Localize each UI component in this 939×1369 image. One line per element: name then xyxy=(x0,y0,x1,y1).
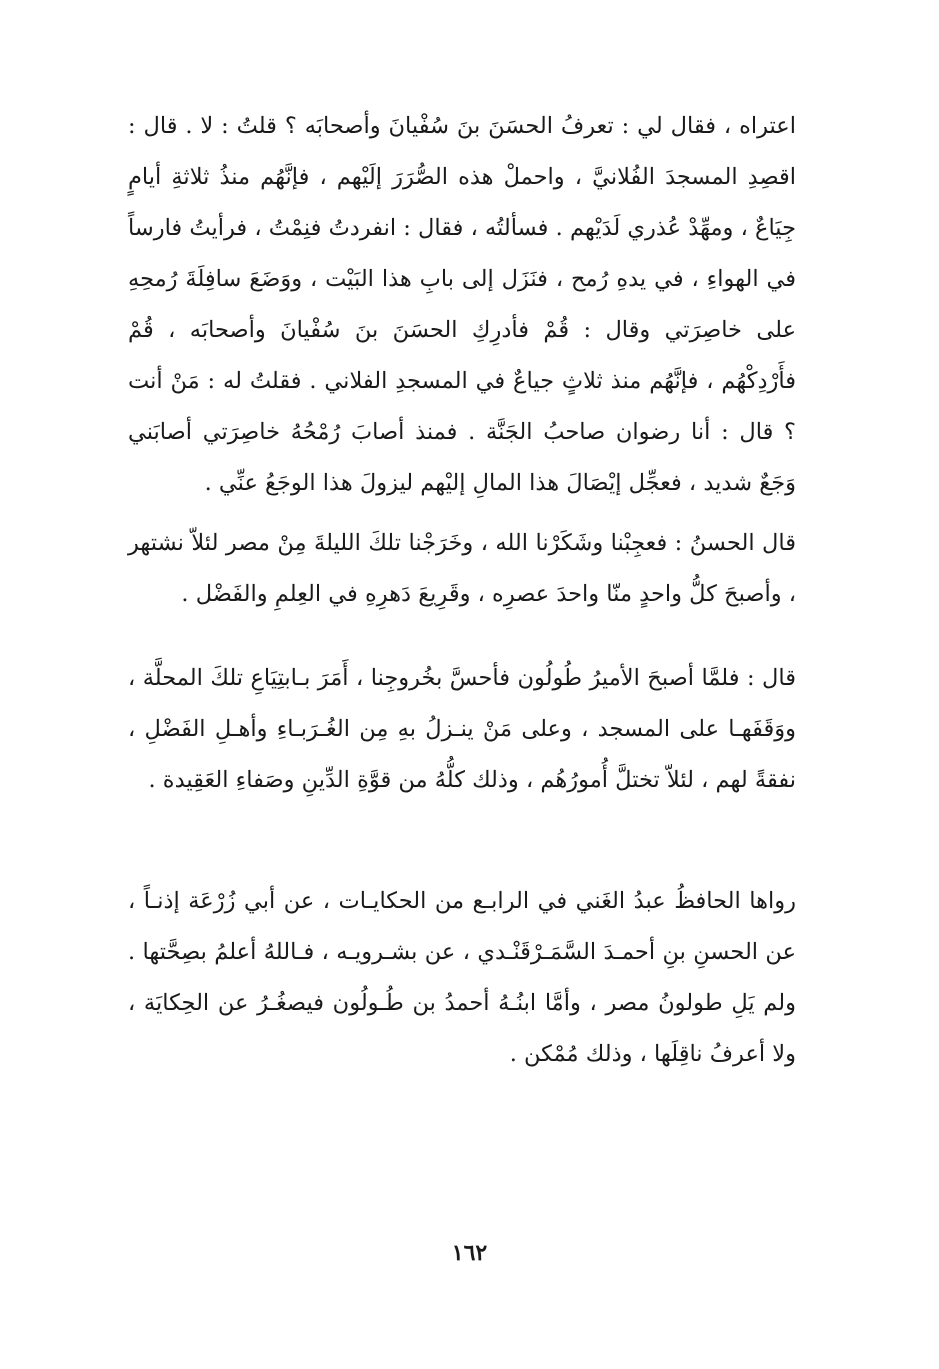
paragraph-1: اعتراه ، فقال لي : تعرفُ الحسَنَ بنَ سُفْيانَ وأصحابَه ؟ قلتُ : لا . قال : اقصِدِ المسجدَ الفُلانيَّ ، واحملْ هذه الصُّرَرَ إلَيْهم ، فإنَّهُم منذُ ثلاثةِ أيامٍ جِيَاعٌ ، ومهِّدْ عُذري لَدَيْهم . فسألتُه ، فقال : انفردتُ فنِمْتُ ، فرأيتُ فارساً في الهواءِ ، في يدهِ رُمح ، فنَزَل إلى بابِ هذا البَيْت ، ووَضَعَ سافِلَةَ رُمحِهِ على خاصِرَتي وقال : قُمْ فأدرِكِ الحسَنَ بنَ سُفْيانَ وأصحابَه ، قُمْ فأَرْدِكْهُم ، فإنَّهُم منذ ثلاثٍ جياعٌ في المسجدِ الفلاني . فقلتُ له : مَنْ أنت ؟ قال : أنا رضوان صاحبُ الجَنَّة . فمنذ أصابَ رُمْحُهُ خاصِرَتي أصابَني وَجَعٌ شديد ، فعجِّل إيْصَالَ هذا المالِ إليْهم ليزولَ هذا الوجَعُ عنِّي . xyxy=(128,113,796,496)
paragraph-3: قال : فلمَّا أصبحَ الأميرُ طُولُون فأحسَّ بخُروجِنا ، أَمَرَ بـابتِيَاعِ تلكَ المحلَّة ، ووَقَفَهـا على المسجد ، وعلى مَنْ ينـزلُ بهِ مِن الغُـرَبـاءِ وأهـلِ الفَضْلِ ، نفقةً لهم ، لئلاّ تختلَّ أُمورُهُم ، وذلك كلُّهُ من قوَّةِ الدِّينِ وصَفاءِ العَقِيدة . xyxy=(128,665,796,793)
paragraph-4: رواها الحافظُ عبدُ الغَني في الرابـع من الحكايـات ، عن أبي زُرْعَة إذنـاً ، عن الحسنِ بنِ أحمـدَ السَّمَـرْقَنْـدي ، عن بشـرويـه ، فـاللهُ أعلمُ بصِحَّتها . ولم يَلِ طولونُ مصر ، وأمَّا ابنُـهُ أحمدُ بن طُـولُون فيصغُـرُ عن الحِكايَة ، ولا أعرفُ ناقِلَها ، وذلك مُمْكن . xyxy=(128,888,796,1067)
paragraph-2: قال الحسنُ : فعجِبْنا وشَكَرْنا الله ، وخَرَجْنا تلكَ الليلةَ مِنْ مصر لئلاّ نشتهر ، وأصبحَ كلُّ واحدٍ منّا واحدَ عصرِه ، وقَرِيعَ دَهرِهِ في العِلمِ والفَضْل . xyxy=(128,530,796,607)
page-number: ١٦٢ xyxy=(451,1240,488,1266)
